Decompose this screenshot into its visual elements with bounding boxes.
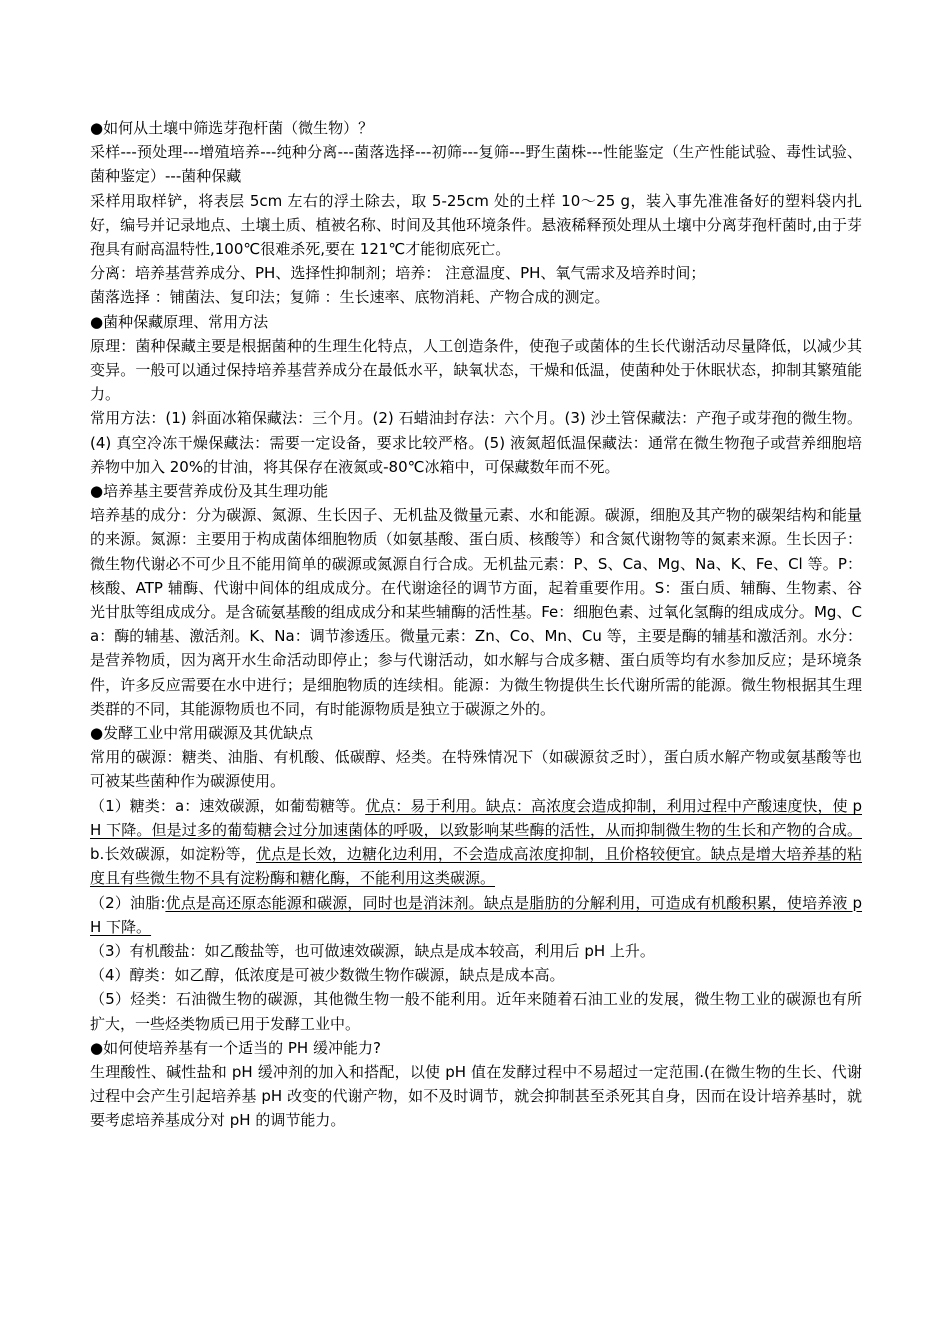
paragraph: （4）醇类：如乙醇，低浓度是可被少数微生物作碳源，缺点是成本高。 xyxy=(90,966,565,985)
paragraph: 采样---预处理---增殖培养---纯种分离---菌落选择---初筛---复筛---野生菌株---性能鉴定（生产性能试验、毒性试验、菌种鉴定）---菌种保藏 xyxy=(90,143,862,186)
paragraph: 采样用取样铲，将表层 5cm 左右的浮土除去，取 5-25cm 处的土样 10～25 g，装入事先准准备好的塑料袋内扎好，编号并记录地点、土壤土质、植被名称、时间及其他环境条件。悬液稀释预处理从土壤中分离芽孢杆菌时,由于芽孢具有耐高温特性,100℃很难杀死,要在 121℃才能彻底死亡。 xyxy=(90,191,862,259)
document-page xyxy=(90,116,862,1133)
paragraph: 分离：培养基营养成分、PH、选择性抑制剂；培养： 注意温度、PH、氧气需求及培养时间； xyxy=(90,264,706,283)
text-span: （1）糖类：a：速效碳源，如葡萄糖等。 xyxy=(90,796,366,815)
underlined-text: 优点是高还原态能源和碳源，同时也是消沫剂。缺点是脂肪的分解利用，可造成有机酸积累，使培养液 pH 下降。 xyxy=(90,893,863,936)
paragraph: （5）烃类：石油微生物的碳源，其他微生物一般不能利用。近年来随着石油工业的发展，微生物工业的碳源也有所扩大，一些烃类物质已用于发酵工业中。 xyxy=(90,990,862,1033)
paragraph: 常用方法：(1) 斜面冰箱保藏法：三个月。(2) 石蜡油封存法：六个月。(3) 沙土管保藏法：产孢子或芽孢的微生物。(4) 真空冷冻干燥保藏法：需要一定设备，要求比较严格。(5) 液氮超低温保藏法：通常在微生物孢子或营养细胞培养物中加入 20%的甘油，将其保存在液氮或-80℃冰箱中，可保藏数年而不死。 xyxy=(90,409,862,476)
paragraph: 生理酸性、碱性盐和 pH 缓冲剂的加入和搭配，以使 pH 值在发酵过程中不易超过一定范围.(在微生物的生长、代谢过程中会产生引起培养基 pH 改变的代谢产物，如不及时调节，就会抑制甚至杀死其自身，因而在设计培养基时，就要考虑培养基成分对 pH 的调节能力。 xyxy=(90,1062,862,1130)
section-heading: ●如何使培养基有一个适当的 PH 缓冲能力? xyxy=(90,1038,381,1057)
underlined-text: 优点是长效，边糖化边利用，不会造成高浓度抑制，且价格较便宜。缺点是增大培养基的粘度且有些微生物不具有淀粉酶和糖化酶，不能利用这类碳源。 xyxy=(90,845,862,888)
text-span: b.长效碳源，如淀粉等， xyxy=(90,845,256,864)
paragraph: 菌落选择 ：铺菌法、复印法；复筛 ：生长速率、底物消耗、产物合成的测定。 xyxy=(90,288,610,307)
paragraph: 培养基的成分：分为碳源、氮源、生长因子、无机盐及微量元素、水和能源。碳源，细胞及其产物的碳架结构和能量的来源。氮源：主要用于构成菌体细胞物质（如氨基酸、蛋白质、核酸等）和含氮代谢物等的氮素来源。生长因子：微生物代谢必不可少且不能用简单的碳源或氮源自行合成。无机盐元素：P、S、Ca、Mg、Na、K、Fe、Cl 等。P：核酸、ATP 辅酶、代谢中间体的组成成分。在代谢途径的调节方面，起着重要作用。S：蛋白质、辅酶、生物素、谷光甘肽等组成成分。是含硫氨基酸的组成成分和某些辅酶的活性基。Fe：细胞色素、过氧化氢酶的组成成分。Mg、Ca：酶的辅基、激活剂。K、Na：调节渗透压。微量元素：Zn、Co、Mn、Cu 等，主要是酶的辅基和激活剂。水分：是营养物质，因为离开水生命活动即停止；参与代谢活动，如水解与合成多糖、蛋白质等均有水参加反应；是环境条件，许多反应需要在水中进行；是细胞物质的连续相。能源：为微生物提供生长代谢所需的能源。微生物根据其生理类群的不同，其能源物质也不同，有时能源物质是独立于碳源之外的。 xyxy=(90,506,862,718)
paragraph-sugar xyxy=(90,794,862,891)
section-heading: ●发酵工业中常用碳源及其优缺点 xyxy=(90,724,314,743)
paragraph: 常用的碳源：糖类、油脂、有机酸、低碳醇、烃类。在特殊情况下（如碳源贫乏时），蛋白质水解产物或氨基酸等也可被某些菌种作为碳源使用。 xyxy=(90,748,862,791)
paragraph: 原理：菌种保藏主要是根据菌种的生理生化特点，人工创造条件，使孢子或菌体的生长代谢活动尽量降低，以减少其变异。一般可以通过保持培养基营养成分在最低水平，缺氧状态，干燥和低温，使菌种处于休眠状态，抑制其繁殖能力。 xyxy=(90,336,862,404)
section-heading: ●菌种保藏原理、常用方法 xyxy=(90,312,269,331)
text-span: （2）油脂: xyxy=(90,893,166,912)
underlined-text: 优点：易于利用。缺点：高浓度会造成抑制，利用过程中产酸速度快，使 pH 下降。但是过多的葡萄糖会过分加速菌体的呼吸，以致影响某些酶的活性，从而抑制微生物的生长和产物的合成。 xyxy=(90,796,862,839)
section-heading: ●培养基主要营养成份及其生理功能 xyxy=(90,482,329,501)
paragraph: （3）有机酸盐：如乙酸盐等，也可做速效碳源，缺点是成本较高，利用后 pH 上升。 xyxy=(90,941,655,960)
section-heading: ●如何从土壤中筛选芽孢杆菌（微生物）？ xyxy=(90,119,374,137)
paragraph-oil xyxy=(90,891,862,939)
